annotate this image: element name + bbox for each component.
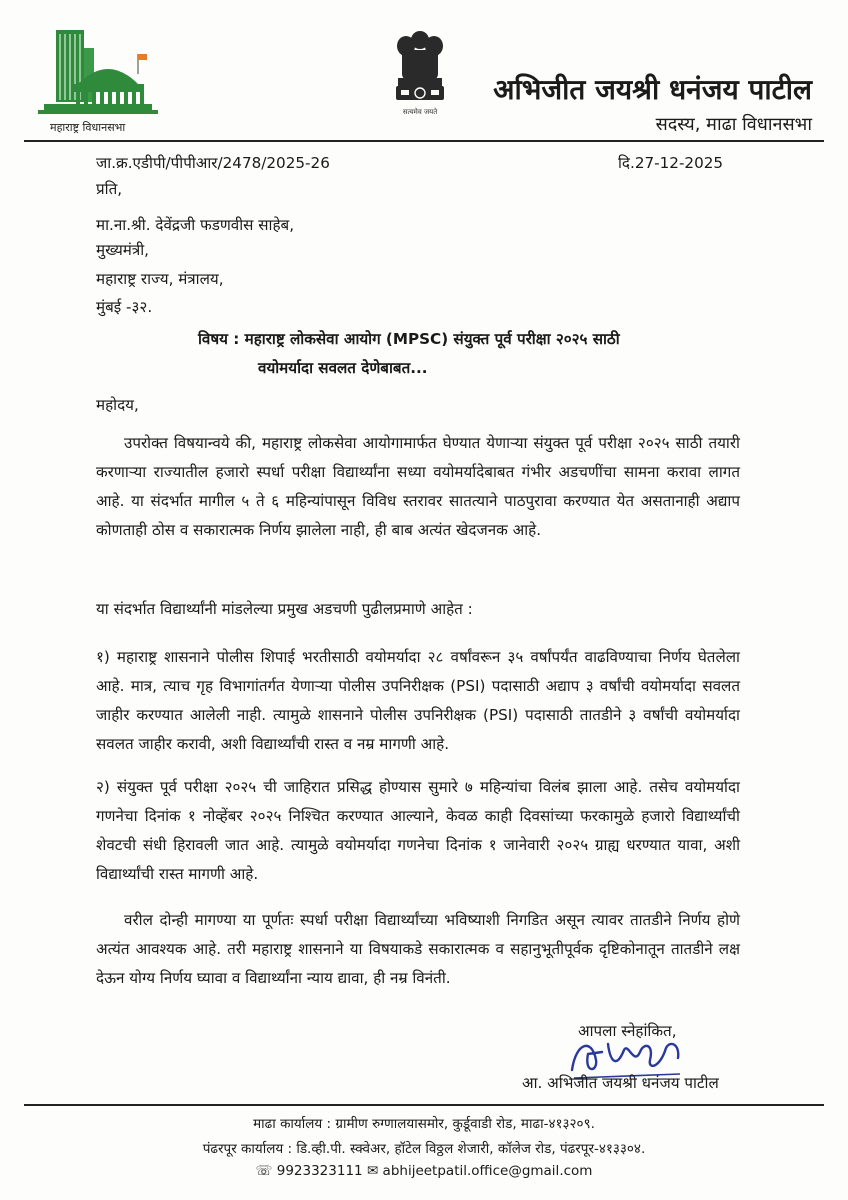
recipient-line: मुंबई -३२. xyxy=(96,298,153,316)
letter-date: दि.27-12-2025 xyxy=(618,154,724,172)
email-icon: ✉ xyxy=(366,1163,379,1179)
footer-office-pandharpur: पंढरपूर कार्यालय : डि.व्ही.पी. स्क्वेअर, हॉटेल विठ्ठल शेजारी, कॉलेज रोड, पंढरपूर-४१३३०४. xyxy=(202,1141,646,1157)
closing-paragraph: वरील दोन्ही मागण्या या पूर्णतः स्पर्धा परीक्षा विद्यार्थ्यांच्या भविष्याशी निगडित असून त्यावर तातडीने निर्णय होणे अत्यंत आवश्यक आहे. तरी महाराष्ट्र शासनाने या विषयाकडे सकारात्मक व सहानुभूतीपूर्वक दृष्टिकोनातून तातडीने लक्ष देऊन योग्य निर्णय घ्यावा व विद्यार्थ्यांना न्याय द्यावा, ही नम्र विनंती. xyxy=(96,911,740,987)
demand-point-2: २) संयुक्त पूर्व परीक्षा २०२५ ची जाहिरात प्रसिद्ध होण्यास सुमारे ७ महिन्यांचा विलंब झाला आहे. तसेच वयोमर्यादा गणनेचा दिनांक १ नोव्हेंबर २०२५ निश्चित करण्यात आल्याने, केवळ काही दिवसांच्या फरकामुळे हजारो विद्यार्थ्यांची शेवटची संधी हिरावली जात आहे. त्यामुळे वयोमर्यादा गणनेचा दिनांक १ जानेवारी २०२५ ग्राह्य धरण्यात यावा, अशी विद्यार्थ्यांची रास्त मागणी आहे. xyxy=(96,778,740,883)
signatory-name: आ. अभिजीत जयश्री धनंजय पाटील xyxy=(522,1074,719,1092)
mla-role: सदस्य, माढा विधानसभा xyxy=(655,114,812,135)
recipient-line: मा.ना.श्री. देवेंद्रजी फडणवीस साहेब, xyxy=(96,216,295,234)
phone-icon: ☏ xyxy=(255,1163,273,1179)
recipient-line: मुख्यमंत्री, xyxy=(96,241,150,259)
email-address: abhijeetpatil.office@gmail.com xyxy=(382,1163,593,1179)
subject-line-1: विषय : महाराष्ट्र लोकसेवा आयोग (MPSC) संयुक्त पूर्व परीक्षा २०२५ साठी xyxy=(198,330,620,348)
emblem-motto: सत्यमेव जयते xyxy=(402,108,438,116)
reference-number: जा.क्र.एडीपी/पीपीआर/2478/2025-26 xyxy=(96,154,330,172)
recipient-line: महाराष्ट्र राज्य, मंत्रालय, xyxy=(96,270,224,288)
footer-rule xyxy=(24,1104,824,1106)
to-label: प्रति, xyxy=(96,180,123,198)
phone-number: 9923323111 xyxy=(276,1163,363,1179)
vidhan-sabha-logo xyxy=(38,24,158,139)
salutation: महोदय, xyxy=(96,396,139,414)
body-paragraph: या संदर्भात विद्यार्थ्यांनी मांडलेल्या प्रमुख अडचणी पुढीलप्रमाणे आहेत : xyxy=(96,600,473,618)
subject-line-2: वयोमर्यादा सवलत देणेबाबत... xyxy=(258,359,428,377)
vidhan-sabha-building-icon xyxy=(38,24,158,120)
body-paragraph: उपरोक्त विषयान्वये की, महाराष्ट्र लोकसेवा आयोगामार्फत घेण्यात येणाऱ्या संयुक्त पूर्व परीक्षा २०२५ साठी तयारी करणाऱ्या राज्यातील हजारो स्पर्धा परीक्षा विद्यार्थ्यांना सध्या वयोमर्यादेबाबत गंभीर अडचणींचा सामना करावा लागत आहे. या संदर्भात मागील ५ ते ६ महिन्यांपासून विविध स्तरावर सातत्याने पाठपुरावा करण्यात येत असतानाही अद्याप कोणताही ठोस व सकारात्मक निर्णय झालेला नाही, ही बाब अत्यंत खेदजनक आहे. xyxy=(96,434,740,539)
demand-point-1: १) महाराष्ट्र शासनाने पोलीस शिपाई भरतीसाठी वयोमर्यादा २८ वर्षांवरून ३५ वर्षांपर्यंत वाढविण्याचा निर्णय घेतलेला आहे. मात्र, त्याच गृह विभागांतर्गत येणाऱ्या पोलीस उपनिरीक्षक (PSI) पदासाठी अद्याप ३ वर्षांची वयोमर्यादा सवलत जाहीर करण्यात आलेली नाही. त्यामुळे शासनाने पोलीस उपनिरीक्षक (PSI) पदासाठी तातडीने ३ वर्षांची वयोमर्यादा सवलत जाहीर करावी, अशी विद्यार्थ्यांची रास्त व नम्र मागणी आहे. xyxy=(96,648,740,753)
footer-contact xyxy=(0,1163,848,1179)
mla-name: अभिजीत जयश्री धनंजय पाटील xyxy=(493,73,812,106)
logo-caption: महाराष्ट्र विधानसभा xyxy=(50,121,126,134)
header-rule xyxy=(24,140,824,142)
national-emblem xyxy=(384,26,456,122)
lion-capital-emblem-icon xyxy=(384,26,456,110)
closing-phrase: आपला स्नेहांकित, xyxy=(578,1022,677,1040)
footer-office-madha: माढा कार्यालय : ग्रामीण रुग्णालयासमोर, कुर्डूवाडी रोड, माढा-४१३२०९. xyxy=(253,1116,595,1132)
